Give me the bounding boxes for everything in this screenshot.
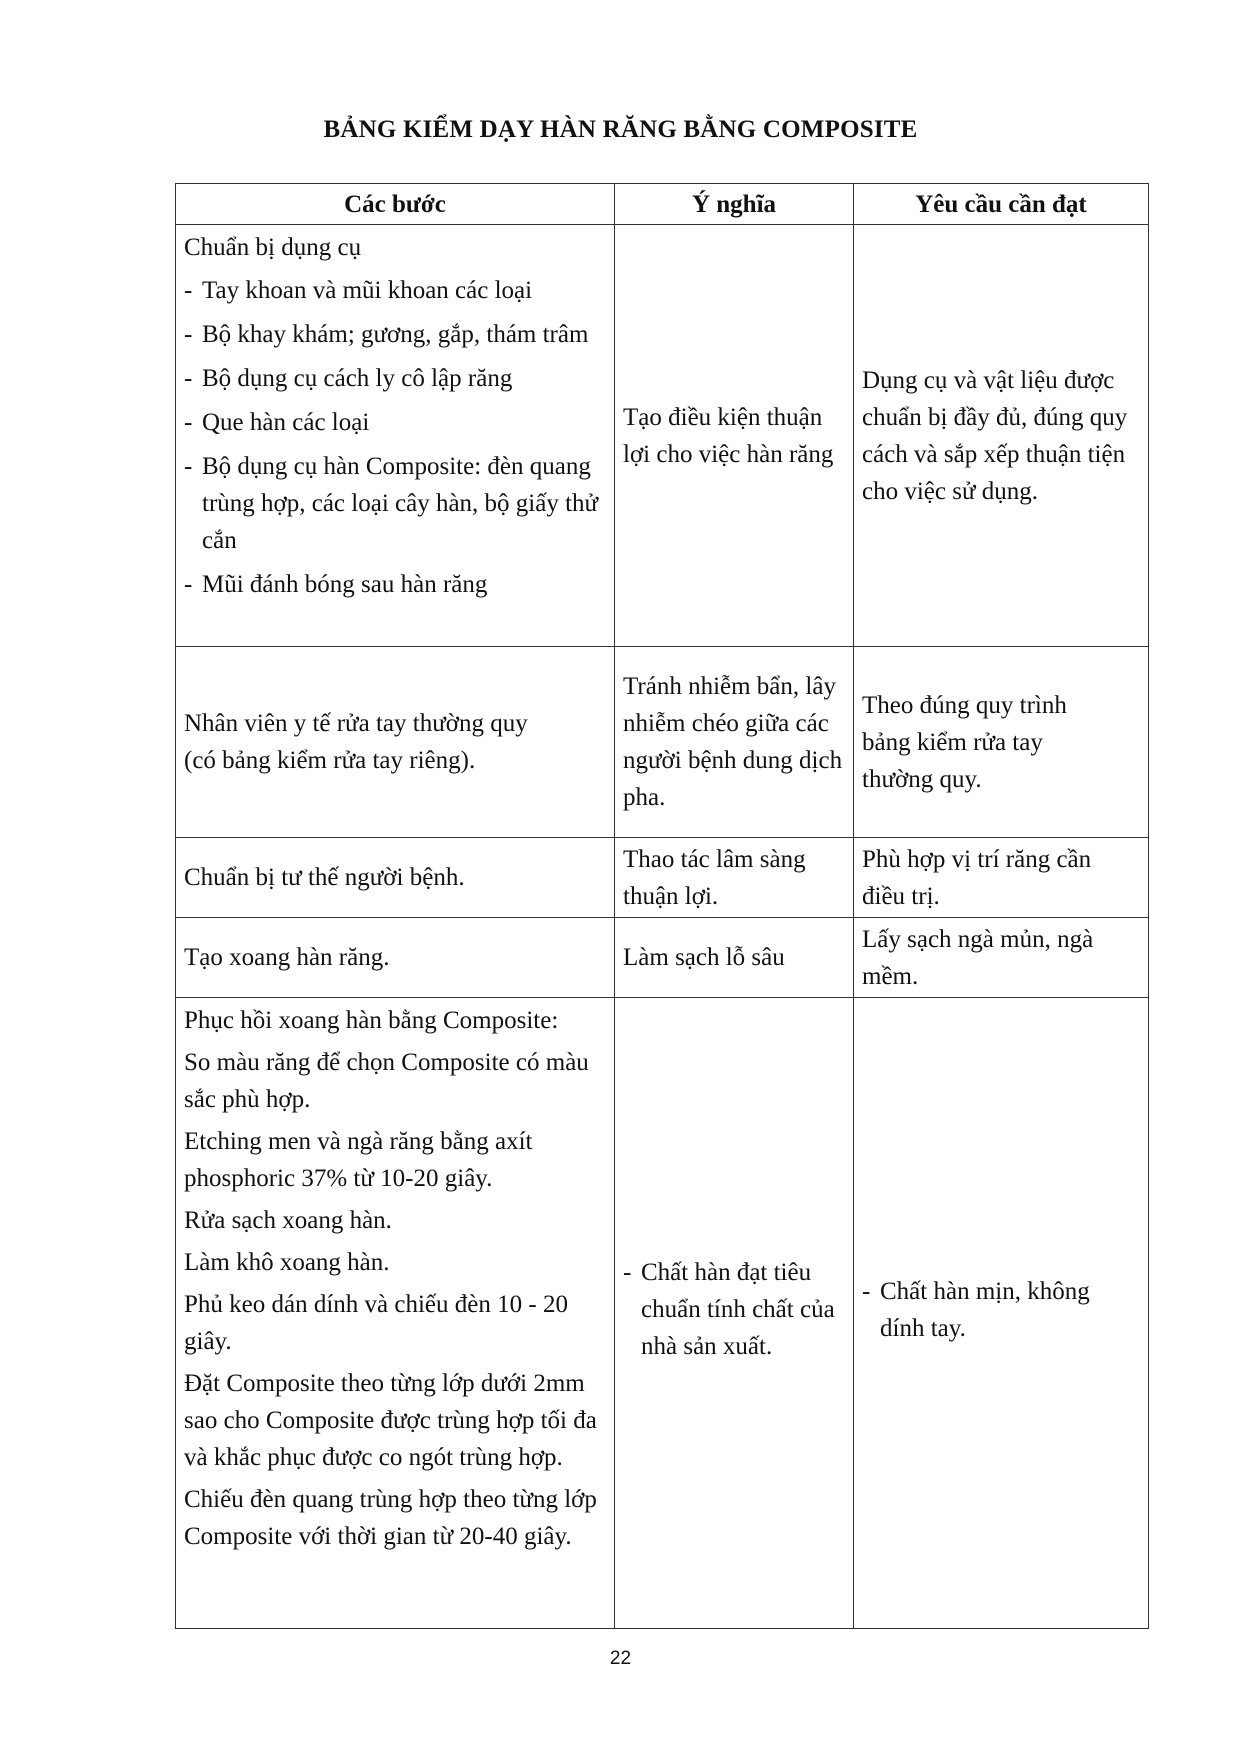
step-title: Chuẩn bị dụng cụ	[184, 234, 362, 261]
step-paragraph: Rửa sạch xoang hàn.	[184, 1207, 392, 1234]
requirement-list	[862, 1273, 1140, 1347]
meaning-cell: Tránh nhiễm bẩn, lây nhiễm chéo giữa các người bệnh dung dịch pha.	[615, 647, 854, 838]
header-steps: Các bước	[176, 184, 615, 225]
requirement-cell: Theo đúng quy trình bảng kiểm rửa tay thường quy.	[854, 647, 1149, 838]
list-item: - Que hàn các loại	[184, 404, 606, 441]
step-cell: Nhân viên y tế rửa tay thường quy (có bảng kiểm rửa tay riêng).	[176, 647, 615, 838]
meaning-cell: Làm sạch lỗ sâu	[615, 918, 854, 998]
header-requirement: Yêu cầu cần đạt	[854, 184, 1149, 225]
table-header-row	[176, 184, 1149, 225]
step-paragraph: Phục hồi xoang hàn bằng Composite:	[184, 1007, 559, 1034]
step-cell: Chuẩn bị tư thế người bệnh.	[176, 838, 615, 918]
requirement-cell: Lấy sạch ngà mủn, ngà mềm.	[854, 918, 1149, 998]
meaning-cell	[615, 998, 854, 1629]
table-row	[176, 998, 1149, 1629]
step-paragraph: Đặt Composite theo từng lớp dưới 2mm sao cho Composite được trùng hợp tối đa và khắc phục được co ngót trùng hợp.	[184, 1370, 597, 1471]
requirement-cell	[854, 998, 1149, 1629]
table-row	[176, 918, 1149, 998]
step-cell	[176, 225, 615, 647]
meaning-cell: Thao tác lâm sàng thuận lợi.	[615, 838, 854, 918]
list-item: - Bộ dụng cụ hàn Composite: đèn quang trùng hợp, các loại cây hàn, bộ giấy thử cắn	[184, 448, 606, 559]
step-item-list	[184, 272, 606, 603]
document-title: BẢNG KIỂM DẠY HÀN RĂNG BẰNG COMPOSITE	[323, 116, 918, 143]
step-paragraph: Phủ keo dán dính và chiếu đèn 10 - 20 giây.	[184, 1291, 568, 1355]
list-item: - Tay khoan và mũi khoan các loại	[184, 272, 606, 309]
step-paragraph: Etching men và ngà răng bằng axít phosphoric 37% từ 10-20 giây.	[184, 1128, 533, 1192]
table-row	[176, 647, 1149, 838]
step-cell: Tạo xoang hàn răng.	[176, 918, 615, 998]
list-item: - Bộ khay khám; gương, gắp, thám trâm	[184, 316, 606, 353]
list-item: - Chất hàn đạt tiêu chuẩn tính chất của nhà sản xuất.	[623, 1254, 845, 1365]
step-cell	[176, 998, 615, 1629]
meaning-cell: Tạo điều kiện thuận lợi cho việc hàn răng	[615, 225, 854, 647]
list-item: - Bộ dụng cụ cách ly cô lập răng	[184, 360, 606, 397]
requirement-cell: Dụng cụ và vật liệu được chuẩn bị đầy đủ, đúng quy cách và sắp xếp thuận tiện cho việc sử dụng.	[854, 225, 1149, 647]
header-meaning: Ý nghĩa	[615, 184, 854, 225]
list-item: - Chất hàn mịn, không dính tay.	[862, 1273, 1140, 1347]
meaning-list	[623, 1254, 845, 1365]
step-paragraph: Làm khô xoang hàn.	[184, 1249, 390, 1276]
step-paragraph: Chiếu đèn quang trùng hợp theo từng lớp Composite với thời gian từ 20-40 giây.	[184, 1486, 597, 1550]
requirement-cell: Phù hợp vị trí răng cần điều trị.	[854, 838, 1149, 918]
page-number: 22	[609, 1648, 632, 1669]
step-paragraph: So màu răng để chọn Composite có màu sắc phù hợp.	[184, 1049, 589, 1113]
list-item: - Mũi đánh bóng sau hàn răng	[184, 566, 606, 603]
table-row	[176, 838, 1149, 918]
checklist-table	[175, 183, 1149, 1629]
table-row	[176, 225, 1149, 647]
